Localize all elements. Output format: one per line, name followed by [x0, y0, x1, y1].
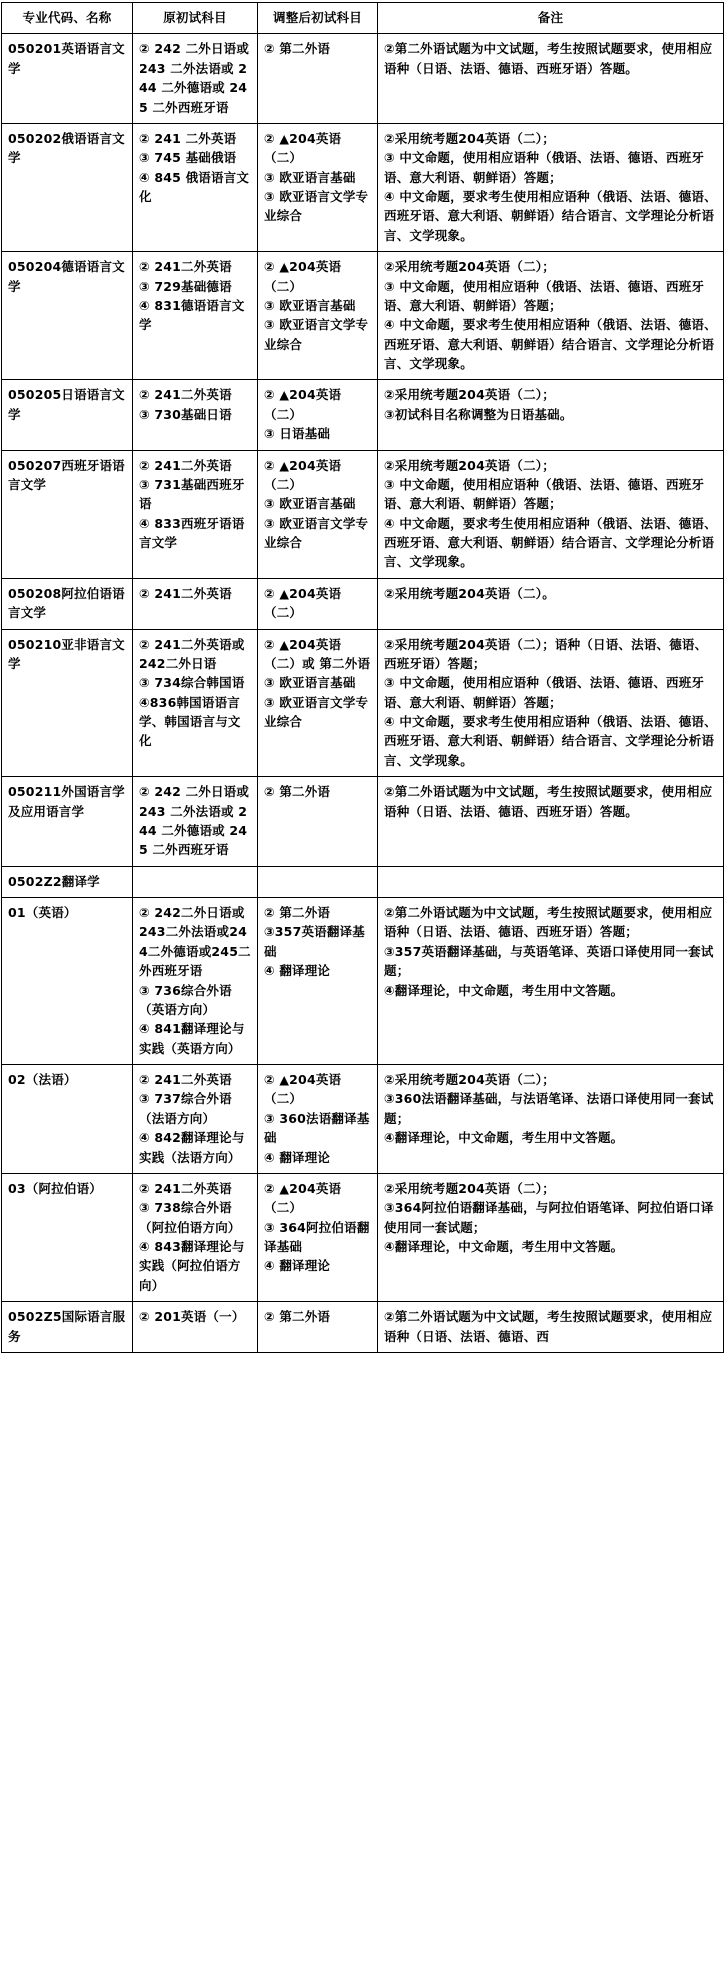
- cell-original-subjects-line: ② 242 二外日语或243 二外法语或 244 二外德语或 245 二外西班牙语: [139, 41, 250, 115]
- cell-adjusted-subjects: [258, 123, 378, 251]
- cell-original-subjects: [133, 123, 258, 251]
- cell-original-subjects: [133, 450, 258, 578]
- cell-adjusted-subjects: [258, 1173, 378, 1301]
- column-header-notes: 备注: [378, 3, 724, 34]
- cell-adjusted-subjects-line: ④ 翻译理论: [264, 1149, 331, 1165]
- cell-original-subjects-line: ④ 841翻译理论与实践（英语方向）: [139, 1021, 245, 1056]
- cell-original-subjects-line: ④ 845 俄语语言文化: [139, 169, 250, 204]
- cell-adjusted-subjects: [258, 866, 378, 897]
- table-row: [2, 450, 724, 578]
- cell-original-subjects: [133, 1302, 258, 1353]
- cell-notes: [378, 34, 724, 124]
- cell-adjusted-subjects-line: ② ▲204英语（二）: [264, 585, 342, 621]
- cell-original-subjects: [133, 34, 258, 124]
- cell-notes: [378, 866, 724, 897]
- cell-original-subjects: [133, 578, 258, 629]
- cell-major-line: 0502Z2翻译学: [8, 873, 100, 889]
- cell-notes-line: ②采用统考题204英语（二）；语种（日语、法语、德语、西班牙语）答题；: [384, 636, 708, 671]
- cell-adjusted-subjects-line: ② 第二外语: [264, 41, 331, 57]
- cell-notes-line: ②第二外语试题为中文试题，考生按照试题要求，使用相应语种（日语、法语、德语、西: [384, 1309, 713, 1344]
- cell-major-line: 050201英语语言文学: [8, 41, 125, 76]
- cell-original-subjects-line: ③ 738综合外语（阿拉伯语方向）: [139, 1200, 241, 1235]
- table-row: [2, 252, 724, 380]
- cell-original-subjects-line: ② 241 二外英语: [139, 130, 237, 146]
- table-row: [2, 866, 724, 897]
- cell-major-line: 050207西班牙语语言文学: [8, 457, 125, 492]
- cell-major: [2, 1173, 133, 1301]
- cell-adjusted-subjects-line: ④ 翻译理论: [264, 963, 331, 979]
- cell-adjusted-subjects: [258, 629, 378, 777]
- cell-major: [2, 123, 133, 251]
- cell-notes-line: ③364阿拉伯语翻译基础，与阿拉伯语笔译、阿拉伯语口译使用同一套试题；: [384, 1200, 714, 1235]
- cell-adjusted-subjects-line: ③ 欧亚语言基础: [264, 169, 356, 185]
- column-header-adjusted-subjects: 调整后初试科目: [258, 3, 378, 34]
- cell-adjusted-subjects-line: ② 第二外语: [264, 784, 331, 800]
- cell-adjusted-subjects-line: ③ 欧亚语言文学专业综合: [264, 317, 369, 352]
- table-row: [2, 34, 724, 124]
- cell-original-subjects-line: ③ 737综合外语（法语方向）: [139, 1091, 232, 1126]
- cell-original-subjects-line: ③ 734综合韩国语: [139, 675, 245, 691]
- cell-adjusted-subjects-line: ② 第二外语: [264, 905, 331, 920]
- cell-adjusted-subjects-line: ③ 欧亚语言基础: [264, 496, 356, 512]
- cell-notes-line: ②采用统考题204英语（二）；: [384, 1180, 555, 1196]
- cell-original-subjects-line: ② 242二外日语或243二外法语或244二外德语或245二外西班牙语: [139, 905, 251, 979]
- cell-adjusted-subjects-line: ② ▲204英语（二）: [264, 1180, 342, 1216]
- cell-original-subjects-line: ③ 736综合外语（英语方向）: [139, 982, 232, 1017]
- cell-original-subjects: [133, 1173, 258, 1301]
- cell-major: [2, 898, 133, 1065]
- cell-major-line: 02（法语）: [8, 1072, 77, 1087]
- cell-adjusted-subjects-line: ② ▲204英语（二）或 第二外语: [264, 636, 371, 671]
- cell-major: [2, 578, 133, 629]
- cell-notes: [378, 1173, 724, 1301]
- cell-notes-line: ④ 中文命题，要求考生使用相应语种（俄语、法语、德语、西班牙语、意大利语、朝鲜语）结合语言、文学理论分析语言、文学现象。: [384, 317, 717, 371]
- cell-adjusted-subjects: [258, 450, 378, 578]
- cell-notes-line: ②采用统考题204英语（二）。: [384, 585, 555, 601]
- cell-notes-line: ③ 中文命题，使用相应语种（俄语、法语、德语、西班牙语、意大利语、朝鲜语）答题；: [384, 278, 705, 313]
- cell-notes: [378, 578, 724, 629]
- cell-notes-line: ④翻译理论，中文命题，考生用中文答题。: [384, 1130, 624, 1146]
- cell-major: [2, 629, 133, 777]
- cell-adjusted-subjects-line: ③ 欧亚语言文学专业综合: [264, 515, 369, 550]
- cell-notes: [378, 252, 724, 380]
- cell-major-line: 050204德语语言文学: [8, 259, 125, 294]
- cell-original-subjects: [133, 252, 258, 380]
- cell-adjusted-subjects: [258, 34, 378, 124]
- cell-notes-line: ③ 中文命题，使用相应语种（俄语、法语、德语、西班牙语、意大利语、朝鲜语）答题；: [384, 476, 705, 512]
- cell-major-line: 050210亚非语言文学: [8, 636, 125, 671]
- cell-notes-line: ④ 中文命题，要求考生使用相应语种（俄语、法语、德语、西班牙语、意大利语、朝鲜语）结合语言、文学理论分析语言、文学现象。: [384, 515, 717, 570]
- cell-notes-line: ③ 中文命题，使用相应语种（俄语、法语、德语、西班牙语、意大利语、朝鲜语）答题；: [384, 675, 705, 710]
- cell-adjusted-subjects-line: ③357英语翻译基础: [264, 924, 365, 959]
- cell-adjusted-subjects-line: ③ 364阿拉伯语翻译基础: [264, 1219, 370, 1254]
- table-row: [2, 629, 724, 777]
- cell-adjusted-subjects-line: ④ 翻译理论: [264, 1258, 331, 1274]
- cell-original-subjects: [133, 380, 258, 450]
- cell-notes-line: ②采用统考题204英语（二）；: [384, 130, 555, 146]
- cell-notes: [378, 1302, 724, 1353]
- cell-adjusted-subjects-line: ② ▲204英语（二）: [264, 259, 342, 294]
- cell-notes-line: ②采用统考题204英语（二）；: [384, 387, 555, 403]
- cell-original-subjects: [133, 1065, 258, 1174]
- table-row: [2, 777, 724, 867]
- cell-original-subjects-line: ② 242 二外日语或243 二外法语或 244 二外德语或 245 二外西班牙语: [139, 784, 250, 858]
- cell-adjusted-subjects-line: ② ▲204英语（二）: [264, 1072, 342, 1107]
- cell-major: [2, 34, 133, 124]
- cell-notes-line: ③357英语翻译基础，与英语笔译、英语口译使用同一套试题；: [384, 943, 714, 979]
- cell-adjusted-subjects-line: ③ 欧亚语言基础: [264, 297, 356, 313]
- cell-original-subjects-line: ③ 730基础日语: [139, 406, 232, 422]
- cell-original-subjects-line: ④ 843翻译理论与实践（阿拉伯语方向）: [139, 1239, 245, 1293]
- cell-major: [2, 866, 133, 897]
- cell-original-subjects-line: ② 241二外英语: [139, 387, 232, 403]
- cell-major-line: 03（阿拉伯语）: [8, 1180, 102, 1196]
- exam-subject-adjustment-table: [1, 2, 724, 1353]
- column-header-original-subjects: 原初试科目: [133, 3, 258, 34]
- cell-original-subjects-line: ② 241二外英语: [139, 1180, 232, 1196]
- cell-original-subjects: [133, 898, 258, 1065]
- cell-original-subjects: [133, 866, 258, 897]
- column-header-major: 专业代码、名称: [2, 3, 133, 34]
- cell-notes-line: ③360法语翻译基础，与法语笔译、法语口译使用同一套试题；: [384, 1091, 714, 1126]
- cell-adjusted-subjects-line: ③ 360法语翻译基础: [264, 1110, 370, 1146]
- table-row: [2, 898, 724, 1065]
- table-row: [2, 123, 724, 251]
- cell-notes-line: ②第二外语试题为中文试题，考生按照试题要求，使用相应语种（日语、法语、德语、西班牙语）答题；: [384, 905, 713, 940]
- cell-notes-line: ②采用统考题204英语（二）；: [384, 1072, 555, 1087]
- cell-adjusted-subjects-line: ③ 欧亚语言文学专业综合: [264, 189, 369, 224]
- table-row: [2, 1302, 724, 1353]
- cell-notes-line: ④ 中文命题，要求考生使用相应语种（俄语、法语、德语、西班牙语、意大利语、朝鲜语）结合语言、文学理论分析语言、文学现象。: [384, 714, 717, 768]
- cell-original-subjects-line: ④ 842翻译理论与实践（法语方向）: [139, 1130, 245, 1165]
- cell-adjusted-subjects: [258, 777, 378, 867]
- cell-adjusted-subjects-line: ③ 欧亚语言文学专业综合: [264, 694, 369, 729]
- cell-original-subjects: [133, 777, 258, 867]
- cell-notes-line: ④翻译理论，中文命题，考生用中文答题。: [384, 1239, 624, 1254]
- cell-adjusted-subjects: [258, 1302, 378, 1353]
- cell-adjusted-subjects: [258, 252, 378, 380]
- cell-major: [2, 252, 133, 380]
- cell-notes-line: ②第二外语试题为中文试题，考生按照试题要求，使用相应语种（日语、法语、德语、西班牙语）答题。: [384, 784, 713, 819]
- cell-major: [2, 1065, 133, 1174]
- cell-major: [2, 777, 133, 867]
- cell-adjusted-subjects-line: ② 第二外语: [264, 1309, 331, 1325]
- cell-adjusted-subjects-line: ② ▲204英语（二）: [264, 130, 342, 166]
- cell-notes-line: ②采用统考题204英语（二）；: [384, 457, 555, 473]
- cell-original-subjects-line: ② 241二外英语或242二外日语: [139, 636, 245, 671]
- cell-notes: [378, 777, 724, 867]
- cell-adjusted-subjects: [258, 1065, 378, 1174]
- cell-adjusted-subjects: [258, 578, 378, 629]
- cell-major: [2, 450, 133, 578]
- table-header-row: [2, 3, 724, 34]
- cell-original-subjects-line: ② 241二外英语: [139, 259, 232, 275]
- cell-original-subjects-line: ② 201英语（一）: [139, 1309, 245, 1325]
- table-row: [2, 578, 724, 629]
- cell-major-line: 01（英语）: [8, 905, 77, 920]
- cell-adjusted-subjects-line: ③ 欧亚语言基础: [264, 675, 356, 691]
- cell-major: [2, 380, 133, 450]
- cell-original-subjects-line: ④836韩国语语言学、韩国语言与文化: [139, 694, 241, 749]
- cell-adjusted-subjects-line: ③ 日语基础: [264, 426, 331, 442]
- cell-major-line: 0502Z5国际语言服务: [8, 1309, 126, 1344]
- cell-major-line: 050211外国语言学及应用语言学: [8, 784, 125, 819]
- cell-notes: [378, 629, 724, 777]
- cell-adjusted-subjects-line: ② ▲204英语（二）: [264, 387, 342, 422]
- cell-notes: [378, 898, 724, 1065]
- cell-notes-line: ②第二外语试题为中文试题，考生按照试题要求，使用相应语种（日语、法语、德语、西班牙语）答题。: [384, 41, 713, 76]
- cell-major-line: 050205日语语言文学: [8, 387, 125, 422]
- cell-original-subjects-line: ④ 833西班牙语语言文学: [139, 515, 245, 550]
- cell-original-subjects-line: ② 241二外英语: [139, 457, 232, 473]
- cell-original-subjects-line: ④ 831德语语言文学: [139, 297, 245, 333]
- cell-notes: [378, 380, 724, 450]
- cell-major: [2, 1302, 133, 1353]
- cell-major-line: 050202俄语语言文学: [8, 130, 125, 166]
- cell-original-subjects-line: ② 241二外英语: [139, 1072, 232, 1087]
- cell-notes: [378, 123, 724, 251]
- cell-original-subjects-line: ② 241二外英语: [139, 585, 232, 601]
- table-body: [2, 34, 724, 1353]
- cell-original-subjects-line: ③ 745 基础俄语: [139, 150, 237, 166]
- cell-notes-line: ④ 中文命题，要求考生使用相应语种（俄语、法语、德语、西班牙语、意大利语、朝鲜语）结合语言、文学理论分析语言、文学现象。: [384, 189, 717, 243]
- cell-adjusted-subjects: [258, 380, 378, 450]
- cell-notes-line: ④翻译理论，中文命题，考生用中文答题。: [384, 982, 624, 998]
- cell-notes-line: ②采用统考题204英语（二）；: [384, 259, 555, 275]
- table-row: [2, 1065, 724, 1174]
- cell-notes-line: ③ 中文命题，使用相应语种（俄语、法语、德语、西班牙语、意大利语、朝鲜语）答题；: [384, 150, 705, 185]
- table-row: [2, 1173, 724, 1301]
- cell-adjusted-subjects: [258, 898, 378, 1065]
- cell-original-subjects-line: ③ 731基础西班牙语: [139, 476, 245, 512]
- cell-notes: [378, 450, 724, 578]
- cell-notes: [378, 1065, 724, 1174]
- cell-notes-line: ③初试科目名称调整为日语基础。: [384, 406, 573, 422]
- cell-adjusted-subjects-line: ② ▲204英语（二）: [264, 457, 342, 492]
- cell-original-subjects-line: ③ 729基础德语: [139, 278, 232, 294]
- cell-original-subjects: [133, 629, 258, 777]
- table-row: [2, 380, 724, 450]
- cell-major-line: 050208阿拉伯语语言文学: [8, 585, 125, 621]
